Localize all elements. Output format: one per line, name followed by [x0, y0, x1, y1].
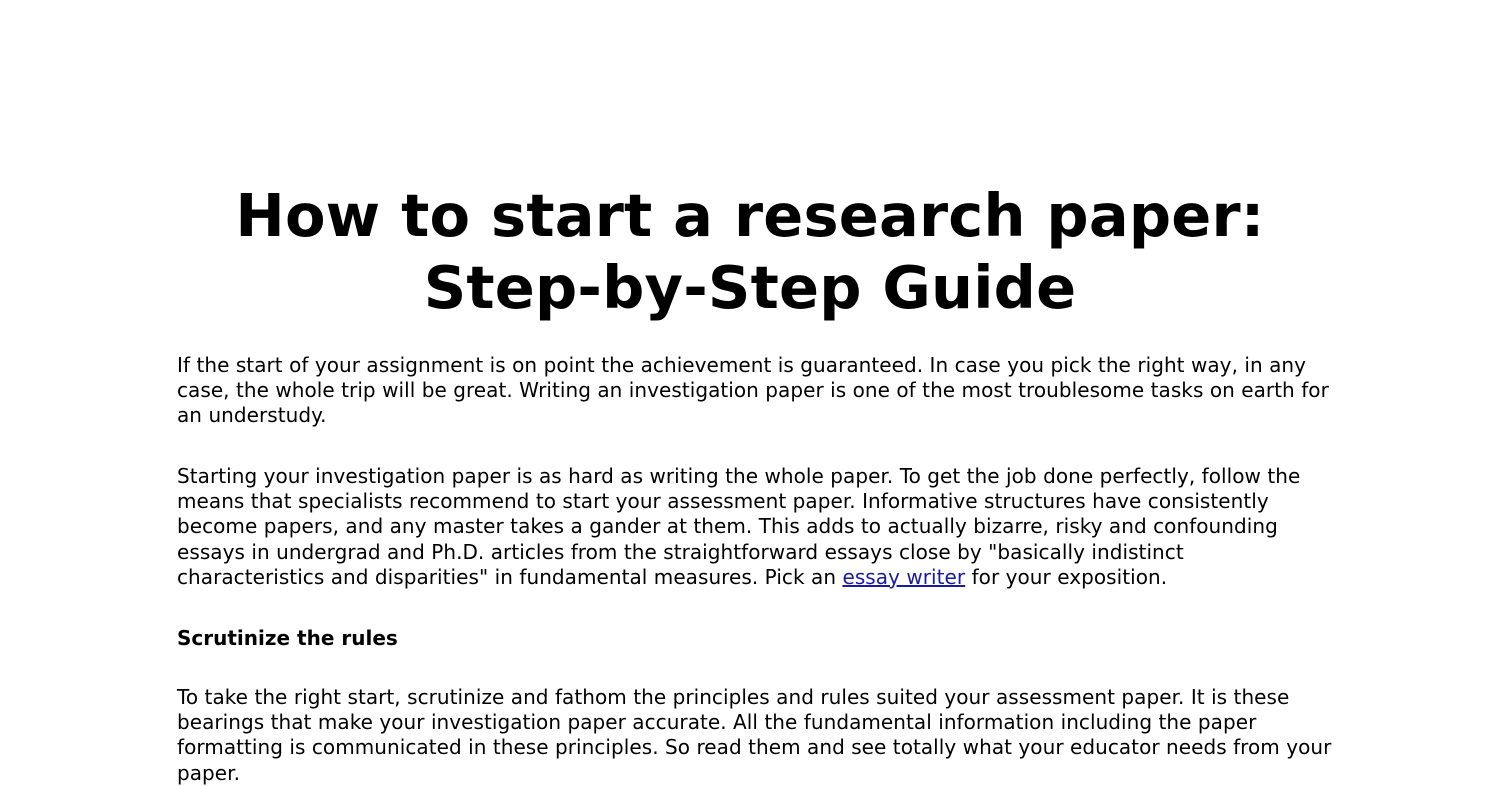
title-line-2: Step-by-Step Guide: [423, 253, 1077, 322]
section-heading: Scrutinize the rules: [177, 626, 398, 650]
second-paragraph: [177, 464, 1337, 590]
page-title: [150, 180, 1350, 324]
second-paragraph-tail: for your exposition.: [965, 564, 1168, 589]
second-paragraph-text: Starting your investigation paper is as hard as writing the whole paper. To get the job done perfectly, follow the means that specialists recommend to start your assessment paper. Informative structures have consistently become papers, and any master takes a gander at them. This adds to actually bizarre, risky and confounding essays in undergrad and Ph.D. articles from the straightforward essays close by "basically indistinct characteristics and disparities" in fundamental measures. Pick an: [177, 464, 1301, 589]
rules-paragraph: To take the right start, scrutinize and fathom the principles and rules suited your assessment paper. It is these bearings that make your investigation paper accurate. All the fundamental information including the paper formatting is communicated in these principles. So read them and see totally what your educator needs from your paper.: [177, 685, 1332, 785]
intro-paragraph: If the start of your assignment is on point the achievement is guaranteed. In case you pick the right way, in any case, the whole trip will be great. Writing an investigation paper is one of the most troublesome tasks on earth for an understudy.: [177, 353, 1329, 428]
essay-writer-link[interactable]: essay writer: [842, 564, 966, 589]
title-line-1: How to start a research paper:: [235, 181, 1265, 250]
